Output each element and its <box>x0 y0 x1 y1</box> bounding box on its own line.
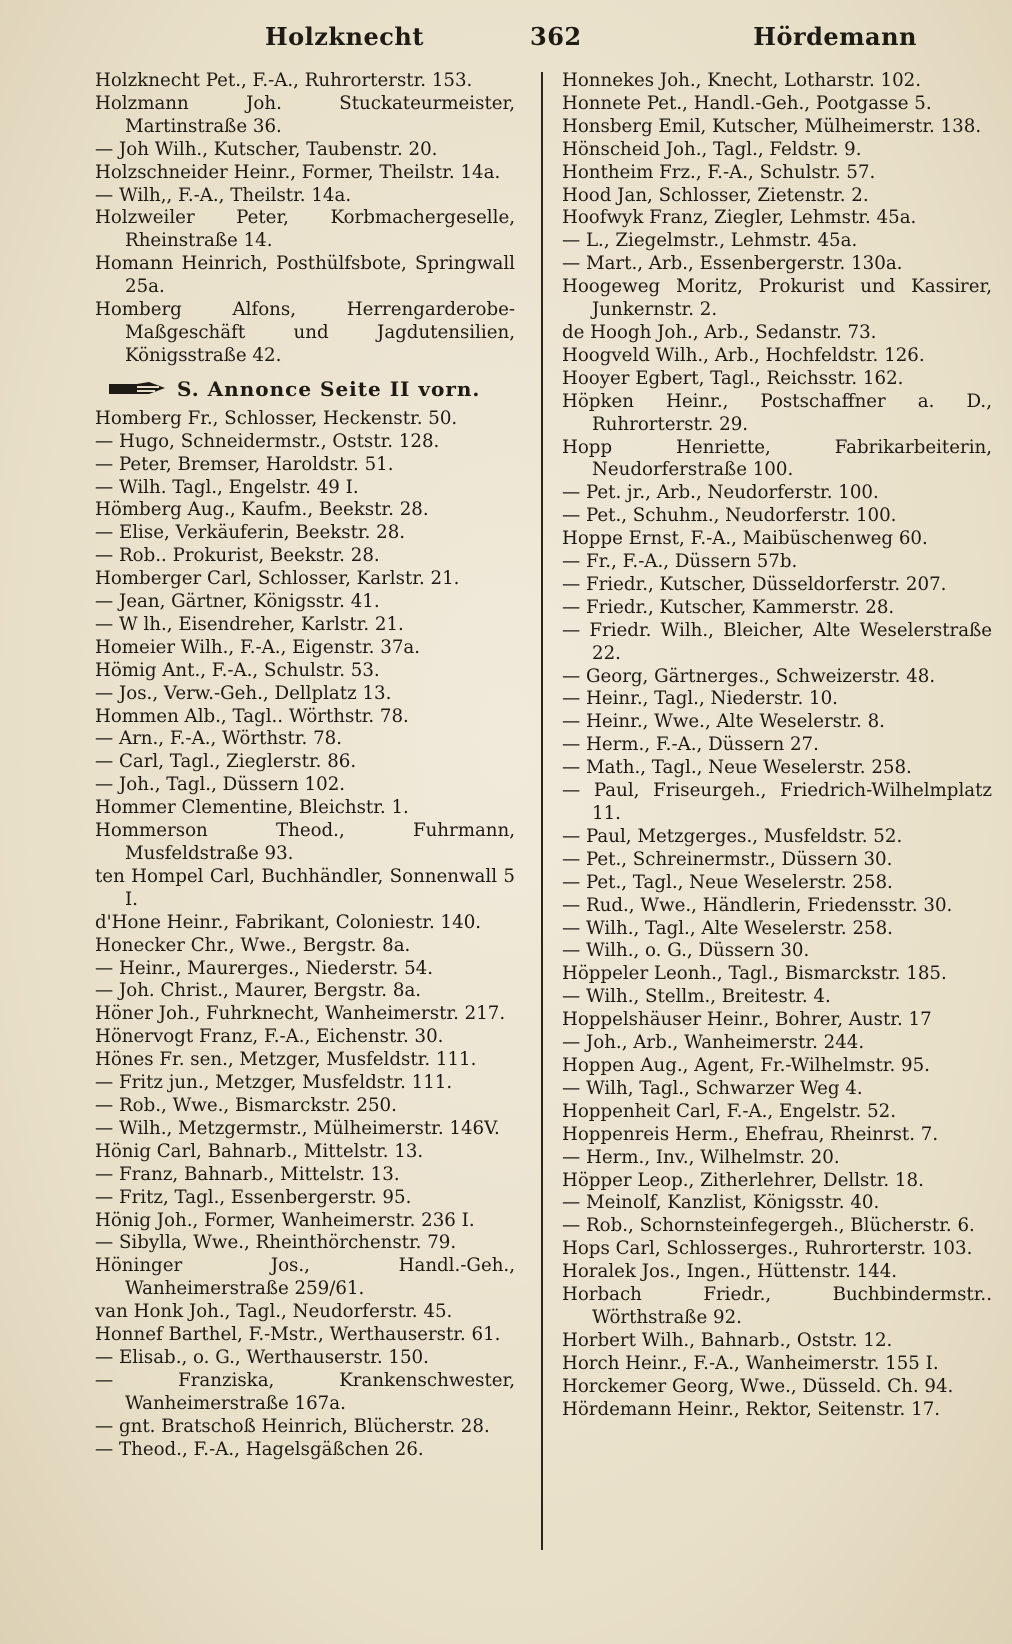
directory-entry: Hommer Clementine, Bleichstr. 1. <box>95 797 409 819</box>
directory-entry: — Wilh,, F.-A., Theilstr. 14a. <box>95 184 352 206</box>
header-left-catchword: Holzknecht <box>265 22 424 51</box>
directory-entry: — Elise, Verkäuferin, Beekstr. 28. <box>95 522 406 544</box>
directory-entry: — Joh., Tagl., Düssern 102. <box>95 774 346 796</box>
directory-entry: — Wilh., o. G., Düssern 30. <box>562 940 810 962</box>
directory-entry: — W lh., Eisendreher, Karlstr. 21. <box>95 613 404 635</box>
directory-entry: Homeier Wilh., F.-A., Eigenstr. 37a. <box>95 636 421 658</box>
directory-entry: Hontheim Frz., F.-A., Schulstr. 57. <box>562 161 876 183</box>
directory-entry: de Hoogh Joh., Arb., Sedanstr. 73. <box>562 321 877 343</box>
directory-entry: — Pet., Schreinermstr., Düssern 30. <box>562 848 893 870</box>
directory-entry: Homberg Fr., Schlosser, Heckenstr. 50. <box>95 407 458 429</box>
pointing-hand-icon <box>107 380 167 398</box>
directory-entry: Hönervogt Franz, F.-A., Eichenstr. 30. <box>95 1026 444 1048</box>
annonce-note <box>107 374 515 404</box>
directory-entry: Horbach Friedr., Buchbindermstr.. Wörthstraße 92. <box>562 1284 992 1328</box>
directory-entry: — Pet., Tagl., Neue Weselerstr. 258. <box>562 871 893 893</box>
directory-entry: — Heinr., Tagl., Niederstr. 10. <box>562 688 838 710</box>
left-column <box>95 70 515 1461</box>
directory-entry: — Paul, Friseurgeh., Friedrich-Wilhelmplatz 11. <box>562 780 992 824</box>
directory-entry: — Fritz, Tagl., Essenbergerstr. 95. <box>95 1186 412 1208</box>
directory-entry: — Fritz jun., Metzger, Musfeldstr. 111. <box>95 1072 453 1094</box>
directory-entry: — Friedr. Wilh., Bleicher, Alte Weselerstraße 22. <box>562 619 992 664</box>
directory-entry: — Arn., F.-A., Wörthstr. 78. <box>95 728 342 750</box>
directory-entry: van Honk Joh., Tagl., Neudorferstr. 45. <box>95 1301 453 1323</box>
directory-entry: — Friedr., Kutscher, Kammerstr. 28. <box>562 596 895 618</box>
directory-entry: — Rob.. Prokurist, Beekstr. 28. <box>95 545 380 567</box>
directory-entry: Höpken Heinr., Postschaffner a. D., Ruhrorterstr. 29. <box>562 390 992 435</box>
directory-entry: Honnete Pet., Handl.-Geh., Pootgasse 5. <box>562 92 932 114</box>
directory-entry: — Heinr., Wwe., Alte Weselerstr. 8. <box>562 711 885 733</box>
directory-entry: — Herm., F.-A., Düssern 27. <box>562 734 819 756</box>
directory-entry: — Elisab., o. G., Werthauserstr. 150. <box>95 1346 429 1368</box>
directory-entry: — Herm., Inv., Wilhelmstr. 20. <box>562 1146 840 1168</box>
directory-entry: Horbert Wilh., Bahnarb., Oststr. 12. <box>562 1329 893 1351</box>
column-divider <box>541 72 543 1550</box>
directory-entry: Honecker Chr., Wwe., Bergstr. 8a. <box>95 934 411 956</box>
directory-entry: Hömig Ant., F.-A., Schulstr. 53. <box>95 659 380 681</box>
directory-entry: Honnef Barthel, F.-Mstr., Werthauserstr. 61. <box>95 1324 501 1346</box>
directory-entry: — Rud., Wwe., Händlerin, Friedensstr. 30. <box>562 894 953 916</box>
directory-entry: — Carl, Tagl., Zieglerstr. 86. <box>95 751 357 773</box>
directory-entry: Holzmann Joh. Stuckateurmeister, Martinstraße 36. <box>95 92 515 137</box>
directory-entry: — Joh. Christ., Maurer, Bergstr. 8a. <box>95 980 422 1002</box>
directory-entry: Hoogveld Wilh., Arb., Hochfeldstr. 126. <box>562 344 925 366</box>
directory-entry: — Theod., F.-A., Hagelsgäßchen 26. <box>95 1438 424 1460</box>
directory-entry: Hoofwyk Franz, Ziegler, Lehmstr. 45a. <box>562 207 917 229</box>
directory-entry: — Fr., F.-A., Düssern 57b. <box>562 551 798 573</box>
directory-entry: Homberger Carl, Schlosser, Karlstr. 21. <box>95 568 460 590</box>
directory-entry: Homann Heinrich, Posthülfsbote, Springwall 25a. <box>95 253 515 298</box>
directory-entry: — Peter, Bremser, Haroldstr. 51. <box>95 453 394 475</box>
directory-entry: Honnekes Joh., Knecht, Lotharstr. 102. <box>562 70 922 91</box>
directory-entry: — Meinolf, Kanzlist, Königsstr. 40. <box>562 1192 880 1214</box>
directory-entry: — Mart., Arb., Essenbergerstr. 130a. <box>562 253 903 275</box>
directory-entry: — Friedr., Kutscher, Düsseldorferstr. 207. <box>562 573 947 595</box>
directory-entry: Hönig Carl, Bahnarb., Mittelstr. 13. <box>95 1140 424 1162</box>
directory-entry: Honsberg Emil, Kutscher, Mülheimerstr. 138. <box>562 115 982 137</box>
directory-entry: Hördemann Heinr., Rektor, Seitenstr. 17. <box>562 1398 941 1420</box>
directory-entry: Horalek Jos., Ingen., Hüttenstr. 144. <box>562 1261 898 1283</box>
directory-entry: ten Hompel Carl, Buchhändler, Sonnenwall 5 I. <box>95 865 515 910</box>
directory-entry: — Joh., Arb., Wanheimerstr. 244. <box>562 1032 865 1054</box>
directory-entry: Hoppelshäuser Heinr., Bohrer, Austr. 17 <box>562 1009 932 1031</box>
directory-entry: — Wilh., Tagl., Alte Weselerstr. 258. <box>562 917 893 939</box>
directory-entry: — Rob., Schornsteinfegergeh., Blücherstr. 6. <box>562 1215 975 1237</box>
directory-entry: Hömberg Aug., Kaufm., Beekstr. 28. <box>95 499 429 521</box>
directory-entry: — Math., Tagl., Neue Weselerstr. 258. <box>562 757 912 779</box>
directory-entry: Hoppenheit Carl, F.-A., Engelstr. 52. <box>562 1100 897 1122</box>
directory-entry: Holzschneider Heinr., Former, Theilstr. 14a. <box>95 161 501 183</box>
directory-entry: Hoogeweg Moritz, Prokurist und Kassirer, Junkernstr. 2. <box>562 276 992 321</box>
directory-entry: Höppeler Leonh., Tagl., Bismarckstr. 185. <box>562 963 947 985</box>
directory-entry: Homberg Alfons, Herrengarderobe-Maßgeschäft und Jagdutensilien, Königsstraße 42. <box>95 299 515 366</box>
directory-entry: Hoppenreis Herm., Ehefrau, Rheinrst. 7. <box>562 1123 939 1145</box>
directory-entry: — L., Ziegelmstr., Lehmstr. 45a. <box>562 230 858 252</box>
directory-entry: — Paul, Metzgerges., Musfeldstr. 52. <box>562 825 903 847</box>
directory-entry: — Georg, Gärtnerges., Schweizerstr. 48. <box>562 665 936 687</box>
directory-entry: — Pet., Schuhm., Neudorferstr. 100. <box>562 505 897 527</box>
directory-entry: — Pet. jr., Arb., Neudorferstr. 100. <box>562 482 879 504</box>
directory-entry: — Heinr., Maurerges., Niederstr. 54. <box>95 957 433 979</box>
directory-entry: — Rob., Wwe., Bismarckstr. 250. <box>95 1094 397 1116</box>
directory-entry: Hoppen Aug., Agent, Fr.-Wilhelmstr. 95. <box>562 1054 930 1076</box>
directory-entry: Höninger Jos., Handl.-Geh., Wanheimerstraße 259/61. <box>95 1255 515 1300</box>
directory-entry: — Joh Wilh., Kutscher, Taubenstr. 20. <box>95 138 438 160</box>
annonce-text: S. Annonce Seite II vorn. <box>177 376 481 401</box>
running-head <box>95 22 942 58</box>
directory-entry: Holzknecht Pet., F.-A., Ruhrorterstr. 153. <box>95 70 473 91</box>
directory-entry: — Wilh., Stellm., Breitestr. 4. <box>562 986 831 1008</box>
directory-entry: — Jos., Verw.-Geh., Dellplatz 13. <box>95 682 392 704</box>
directory-entry: Höpper Leop., Zitherlehrer, Dellstr. 18. <box>562 1169 924 1191</box>
directory-entry: — Franziska, Krankenschwester, Wanheimerstraße 167a. <box>95 1369 515 1414</box>
directory-entry: — gnt. Bratschoß Heinrich, Blücherstr. 28. <box>95 1415 490 1437</box>
header-right-catchword: Hördemann <box>753 22 917 51</box>
directory-entry: — Wilh. Tagl., Engelstr. 49 I. <box>95 476 359 498</box>
directory-entry: Hoppe Ernst, F.-A., Maibüschenweg 60. <box>562 528 928 550</box>
directory-entry: Horckemer Georg, Wwe., Düsseld. Ch. 94. <box>562 1375 954 1397</box>
directory-entry: — Sibylla, Wwe., Rheinthörchenstr. 79. <box>95 1232 457 1254</box>
directory-entry: Holzweiler Peter, Korbmachergeselle, Rheinstraße 14. <box>95 207 515 252</box>
page-number: 362 <box>530 22 582 51</box>
directory-entry: Hommen Alb., Tagl.. Wörthstr. 78. <box>95 705 409 727</box>
directory-entry: Hops Carl, Schlosserges., Ruhrorterstr. 103. <box>562 1238 973 1260</box>
directory-entry: Hooyer Egbert, Tagl., Reichsstr. 162. <box>562 367 904 389</box>
directory-entry: d'Hone Heinr., Fabrikant, Coloniestr. 140. <box>95 911 482 933</box>
directory-entry: — Wilh, Tagl., Schwarzer Weg 4. <box>562 1077 863 1099</box>
directory-entry: — Franz, Bahnarb., Mittelstr. 13. <box>95 1163 400 1185</box>
directory-entry: Höner Joh., Fuhrknecht, Wanheimerstr. 217. <box>95 1003 506 1025</box>
directory-entry: Hood Jan, Schlosser, Zietenstr. 2. <box>562 184 869 206</box>
directory-entry: — Wilh., Metzgermstr., Mülheimerstr. 146V. <box>95 1117 500 1139</box>
directory-entry: — Hugo, Schneidermstr., Oststr. 128. <box>95 430 440 452</box>
directory-entry: Hönscheid Joh., Tagl., Feldstr. 9. <box>562 138 862 160</box>
directory-entry: — Jean, Gärtner, Königsstr. 41. <box>95 591 380 613</box>
directory-entry: Hopp Henriette, Fabrikarbeiterin, Neudorferstraße 100. <box>562 436 992 481</box>
directory-entry: Horch Heinr., F.-A., Wanheimerstr. 155 I. <box>562 1352 939 1374</box>
directory-entry: Hönig Joh., Former, Wanheimerstr. 236 I. <box>95 1209 475 1231</box>
directory-entry: Hommerson Theod., Fuhrmann, Musfeldstraße 93. <box>95 820 515 864</box>
directory-entry: Hönes Fr. sen., Metzger, Musfeldstr. 111. <box>95 1049 477 1071</box>
right-column <box>562 70 992 1421</box>
